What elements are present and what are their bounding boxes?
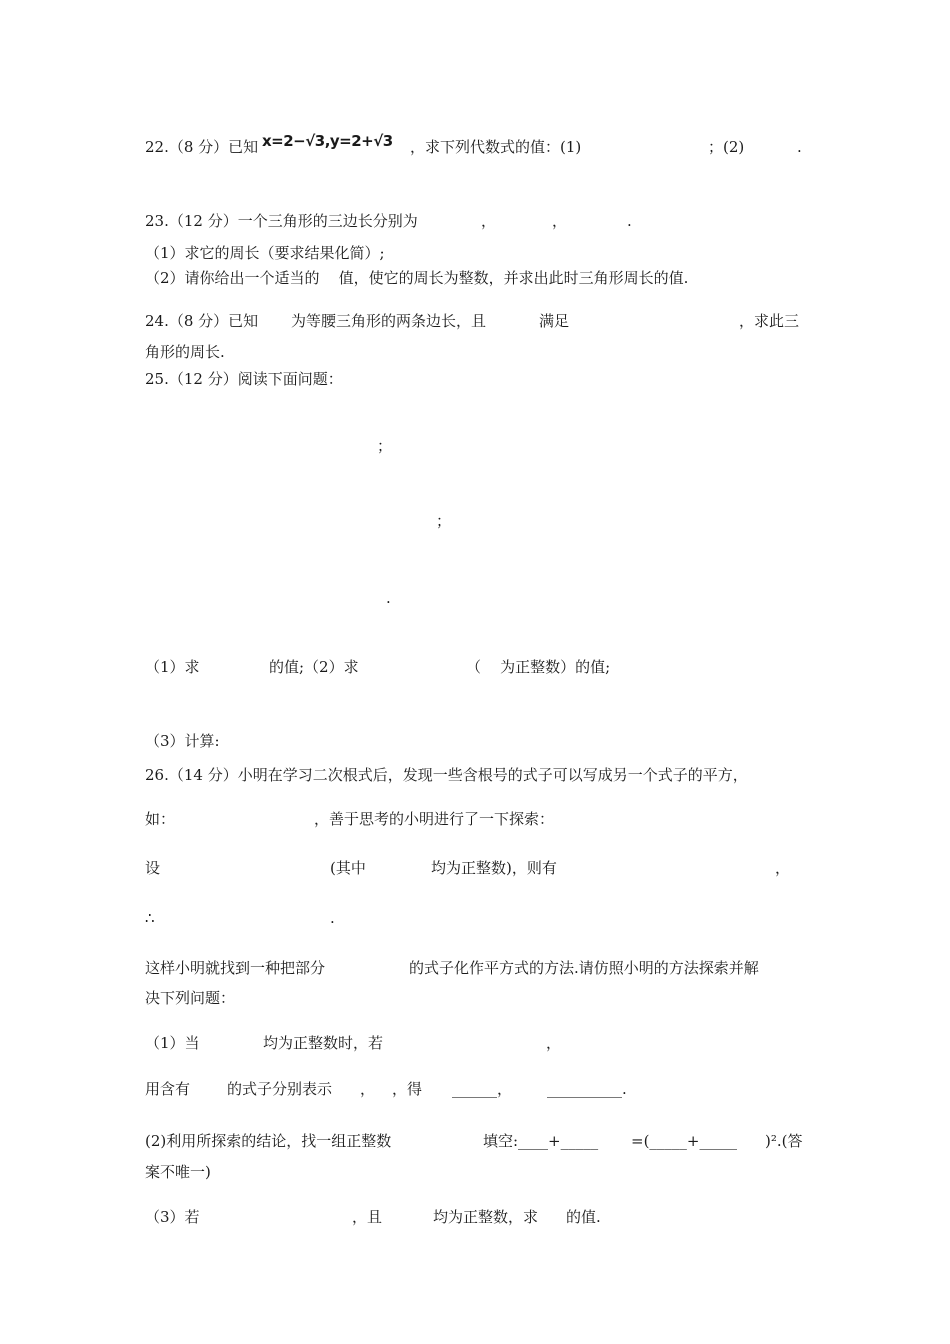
q26-junwei: 均为正整数)，则有 bbox=[431, 859, 557, 877]
q22-label: 22.（8 分）已知 bbox=[145, 138, 259, 156]
q24-text-2: 满足 bbox=[539, 312, 570, 330]
q26-part-1f: ， bbox=[360, 1080, 376, 1098]
q23-part-1: （1）求它的周长（要求结果化简）; bbox=[145, 244, 385, 262]
q26-part-3c: 均为正整数，求 bbox=[433, 1208, 539, 1226]
q22-formula: x=2−√3,y=2+√3 bbox=[262, 132, 393, 150]
q26-comma: ， bbox=[775, 859, 791, 877]
answer-blank-1[interactable]: ______， bbox=[452, 1080, 513, 1098]
q25-period: . bbox=[386, 589, 391, 607]
q26-part-2a: (2)利用所探索的结论，找一组正整数 bbox=[145, 1132, 392, 1150]
q25-heading: 25.（12 分）阅读下面问题： bbox=[145, 370, 343, 388]
q26-ru-end: ，善于思考的小明进行了一下探索： bbox=[314, 810, 555, 828]
q25-part-3: （3）计算: bbox=[145, 732, 220, 750]
answer-blank-2[interactable]: __________. bbox=[547, 1080, 627, 1098]
q26-qizhong: (其中 bbox=[330, 859, 366, 877]
q22-sep: ；(2) bbox=[708, 138, 745, 156]
q22-end: . bbox=[797, 138, 802, 156]
q26-ru: 如： bbox=[145, 810, 176, 828]
q26-line6: 决下列问题： bbox=[145, 989, 236, 1007]
q25-part-1b: 的值;（2）求 bbox=[269, 658, 359, 676]
therefore-symbol: ∴ bbox=[145, 909, 155, 927]
q26-part-1b: 均为正整数时，若 bbox=[263, 1034, 384, 1052]
q23-comma-1: ， bbox=[481, 212, 497, 230]
q24-text-4: 角形的周长. bbox=[145, 343, 225, 361]
q23-part-2: （2）请你给出一个适当的 值，使它的周长为整数，并求出此时三角形周长的值. bbox=[145, 269, 689, 287]
q26-part-1a: （1）当 bbox=[145, 1034, 200, 1052]
q26-line5b: 的式子化作平方式的方法.请仿照小明的方法探索并解 bbox=[409, 959, 759, 977]
q26-part-1e: 的式子分别表示 bbox=[227, 1080, 333, 1098]
q26-she: 设 bbox=[145, 859, 161, 877]
q24-text-3: ，求此三 bbox=[739, 312, 800, 330]
q26-line5a: 这样小明就找到一种把部分 bbox=[145, 959, 326, 977]
q24-heading: 24.（8 分）已知 bbox=[145, 312, 259, 330]
q24-text-1: 为等腰三角形的两条边长，且 bbox=[291, 312, 487, 330]
q26-part-1g: ，得 bbox=[392, 1080, 423, 1098]
answer-blank-3[interactable]: 填空:____+_____ bbox=[483, 1132, 599, 1150]
q25-part-1a: （1）求 bbox=[145, 658, 200, 676]
q26-part-3b: ，且 bbox=[352, 1208, 383, 1226]
q23-period: . bbox=[627, 212, 632, 230]
q23-comma-2: ， bbox=[552, 212, 568, 230]
q25-part-1c: （ 为正整数）的值; bbox=[466, 658, 611, 676]
q26-part-2d: )².(答 bbox=[765, 1132, 803, 1150]
q22-text: ，求下列代数式的值：(1) bbox=[410, 138, 582, 156]
q26-part-3a: （3）若 bbox=[145, 1208, 200, 1226]
q26-part-2e: 案不唯一) bbox=[145, 1163, 211, 1181]
answer-blank-4[interactable]: =(_____+_____ bbox=[631, 1132, 737, 1150]
q25-semicolon-1: ； bbox=[377, 437, 393, 455]
q26-part-1d: 用含有 bbox=[145, 1080, 191, 1098]
q26-period: . bbox=[330, 909, 335, 927]
q25-semicolon-2: ； bbox=[436, 512, 452, 530]
q26-part-1c: ， bbox=[546, 1034, 562, 1052]
q26-heading: 26.（14 分）小明在学习二次根式后，发现一些含根号的式子可以写成另一个式子的平方， bbox=[145, 766, 748, 784]
q26-part-3d: 的值. bbox=[566, 1208, 601, 1226]
q23-heading: 23.（12 分）一个三角形的三边长分别为 bbox=[145, 212, 418, 230]
